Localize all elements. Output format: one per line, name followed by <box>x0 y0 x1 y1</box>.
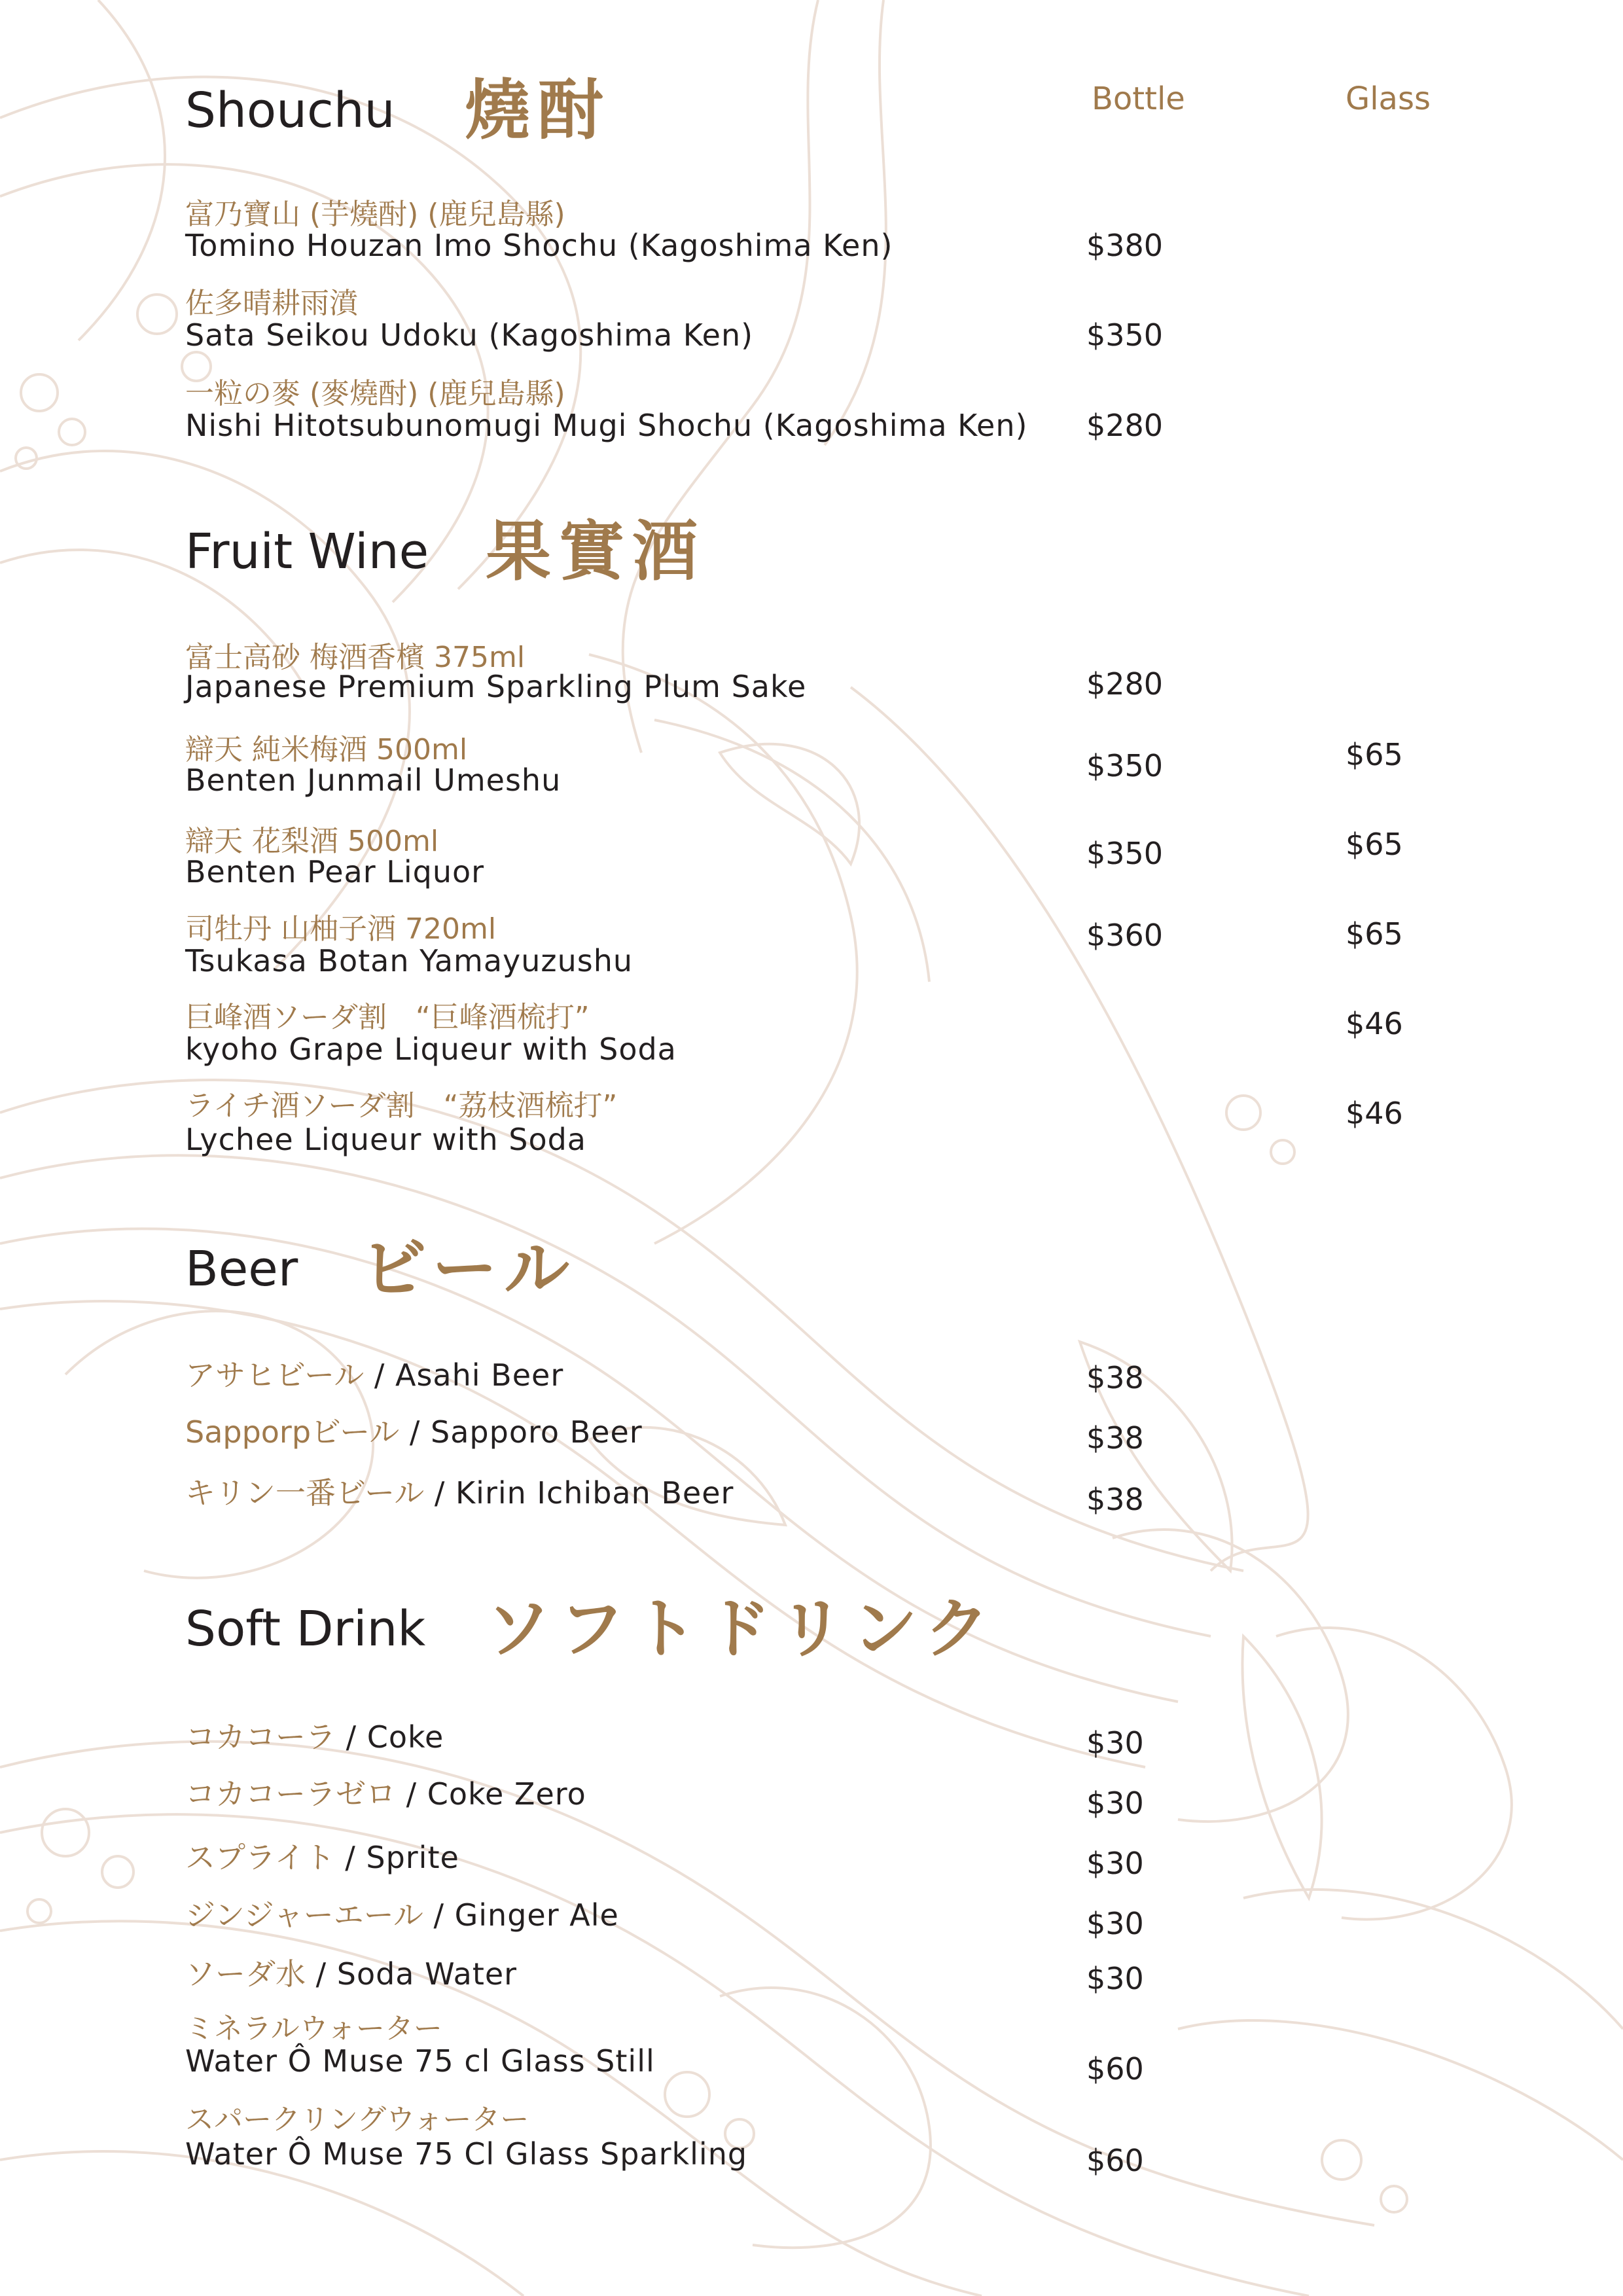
item-name-jp: スパークリングウォーター <box>185 2103 529 2136</box>
item-name-jp: 辯天 花梨酒 500ml <box>185 825 439 858</box>
item-name-jp: ソーダ水 <box>185 1956 306 1992</box>
glass-price: $46 <box>1346 1096 1403 1131</box>
item-name-en: Sapporo Beer <box>431 1414 643 1450</box>
section-title-beer: Beer <box>185 1241 298 1297</box>
menu-item <box>185 1414 643 1450</box>
bottle-price: $360 <box>1086 918 1164 953</box>
section-title-fruit-wine: Fruit Wine <box>185 524 429 580</box>
menu-item <box>185 1719 444 1755</box>
item-name-jp: キリン一番ビール <box>185 1475 425 1511</box>
bottle-price: $280 <box>1086 666 1164 702</box>
item-separator: / <box>306 1956 337 1992</box>
item-name-jp: 富士高砂 梅酒香檳 375ml <box>185 641 526 674</box>
item-name-en: Coke Zero <box>427 1776 586 1812</box>
item-separator: / <box>399 1414 431 1450</box>
item-name-en: Coke <box>366 1719 444 1755</box>
item-name-jp: Sapporpビール <box>185 1414 400 1450</box>
section-title-jp-soft-drink: ソフトドリンク <box>486 1590 997 1667</box>
item-name-en: Water Ô Muse 75 cl Glass Still <box>185 2043 655 2079</box>
item-name-jp: ライチ酒ソーダ割 “荔枝酒梳打” <box>185 1089 618 1122</box>
bottle-price: $60 <box>1086 2051 1144 2087</box>
item-separator: / <box>396 1776 427 1812</box>
item-name-en: kyoho Grape Liqueur with Soda <box>185 1031 677 1067</box>
bottle-price: $350 <box>1086 748 1164 783</box>
menu-item <box>185 1357 564 1393</box>
item-name-jp: アサヒビール <box>185 1357 365 1393</box>
bottle-price: $280 <box>1086 408 1164 443</box>
menu-item <box>185 1475 734 1511</box>
bottle-price: $30 <box>1086 1961 1144 1996</box>
item-name-en: Benten Junmail Umeshu <box>185 762 562 798</box>
item-name-jp: 辯天 純米梅酒 500ml <box>185 733 468 766</box>
bottle-price: $38 <box>1086 1360 1144 1395</box>
item-separator: / <box>424 1475 455 1511</box>
menu-item <box>185 1897 619 1933</box>
item-name-en: Tomino Houzan Imo Shochu (Kagoshima Ken) <box>185 228 893 263</box>
glass-price: $65 <box>1346 737 1403 772</box>
item-name-en: Nishi Hitotsubunomugi Mugi Shochu (Kagoshima Ken) <box>185 408 1028 443</box>
item-separator: / <box>423 1897 455 1933</box>
item-name-jp: 司牡丹 山柚子酒 720ml <box>185 912 497 946</box>
item-name-en: Lychee Liqueur with Soda <box>185 1122 586 1157</box>
item-name-en: Ginger Ale <box>454 1897 619 1933</box>
item-name-jp: コカコーラゼロ <box>185 1776 396 1812</box>
item-name-jp: 巨峰酒ソーダ割 “巨峰酒梳打” <box>185 1001 590 1034</box>
bottle-price: $350 <box>1086 317 1164 353</box>
item-name-jp: ジンジャーエール <box>185 1897 423 1933</box>
section-title-soft-drink: Soft Drink <box>185 1601 426 1657</box>
item-name-en: Japanese Premium Sparkling Plum Sake <box>185 669 807 704</box>
item-name-jp: コカコーラ <box>185 1719 336 1755</box>
bottle-price: $30 <box>1086 1785 1144 1821</box>
item-name-en: Sata Seikou Udoku (Kagoshima Ken) <box>185 317 754 353</box>
bottle-price: $60 <box>1086 2143 1144 2178</box>
bottle-price: $30 <box>1086 1846 1144 1881</box>
item-name-en: Kirin Ichiban Beer <box>455 1475 734 1511</box>
section-title-jp-shouchu: 燒酎 <box>465 71 611 149</box>
menu-item <box>185 1956 518 1992</box>
section-title-shouchu: Shouchu <box>185 82 395 139</box>
menu-item <box>185 1776 586 1812</box>
item-name-en: Benten Pear Liquor <box>185 854 485 889</box>
bottle-price: $38 <box>1086 1420 1144 1456</box>
item-name-en: Tsukasa Botan Yamayuzushu <box>185 943 633 978</box>
bottle-price: $350 <box>1086 836 1164 871</box>
glass-price: $46 <box>1346 1006 1403 1041</box>
section-title-jp-beer: ビール <box>361 1230 577 1307</box>
glass-price: $65 <box>1346 827 1403 862</box>
bottle-price: $30 <box>1086 1725 1144 1761</box>
column-header-bottle: Bottle <box>1092 81 1185 117</box>
item-name-jp: スプライト <box>185 1840 335 1875</box>
bottle-price: $380 <box>1086 228 1164 263</box>
item-name-en: Asahi Beer <box>395 1357 564 1393</box>
item-separator: / <box>334 1840 366 1875</box>
item-name-jp: 一粒の麥 (麥燒酎) (鹿兒島縣) <box>185 377 565 410</box>
item-name-jp: 佐多晴耕雨濆 <box>185 287 358 320</box>
column-header-glass: Glass <box>1346 81 1431 117</box>
item-name-jp: 富乃寶山 (芋燒酎) (鹿兒島縣) <box>185 198 565 231</box>
item-separator: / <box>336 1719 367 1755</box>
glass-price: $65 <box>1346 916 1403 952</box>
item-separator: / <box>364 1357 395 1393</box>
item-name-en: Water Ô Muse 75 Cl Glass Sparkling <box>185 2136 748 2172</box>
bottle-price: $38 <box>1086 1482 1144 1517</box>
section-title-jp-fruit-wine: 果實酒 <box>486 512 705 590</box>
item-name-en: Soda Water <box>336 1956 518 1992</box>
item-name-en: Sprite <box>366 1840 459 1875</box>
menu-item <box>185 1842 459 1873</box>
bottle-price: $30 <box>1086 1906 1144 1941</box>
item-name-jp: ミネラルウォーター <box>185 2012 442 2045</box>
